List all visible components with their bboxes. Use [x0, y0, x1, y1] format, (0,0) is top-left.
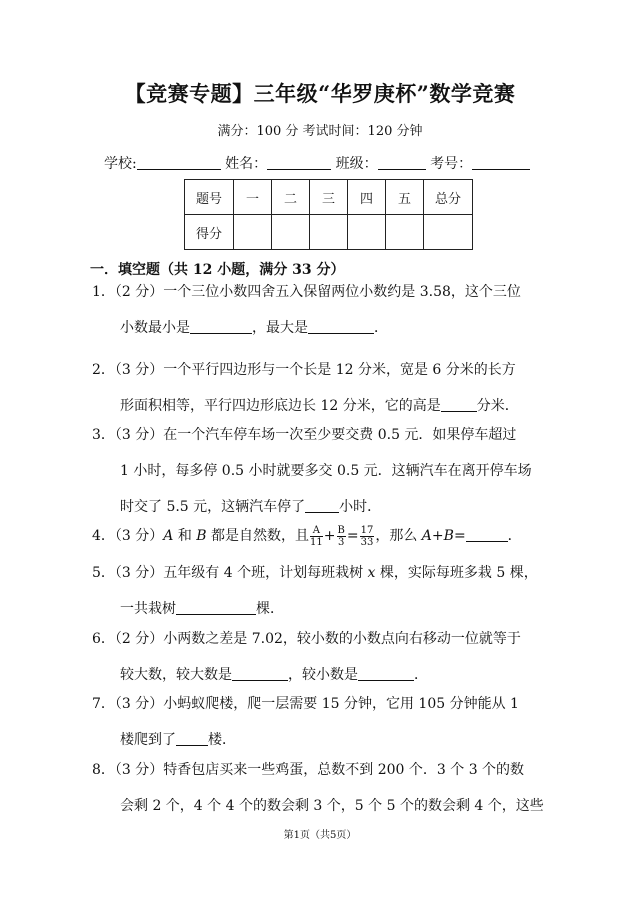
fraction-b-over-3 — [337, 525, 346, 548]
score-cell[interactable] — [234, 215, 272, 250]
score-header-cell: 三 — [310, 180, 348, 215]
question-text-part: 时交了 5.5 元，这辆汽车停了 — [120, 499, 306, 515]
variable-a: A — [163, 528, 174, 544]
question-text-part: ． — [374, 320, 388, 336]
answer-blank[interactable] — [308, 319, 374, 334]
school-blank[interactable] — [137, 155, 221, 170]
exam-subtitle: 满分：100 分 考试时间：120 分钟 — [217, 124, 423, 139]
question-text — [92, 555, 552, 591]
question-5 — [92, 555, 552, 627]
question-text — [92, 310, 552, 346]
fraction-denominator: 11 — [310, 536, 323, 548]
answer-blank[interactable] — [190, 319, 252, 334]
question-text-part: 和 — [173, 528, 197, 544]
class-blank[interactable] — [378, 155, 426, 170]
question-text-part: 分米． — [476, 398, 519, 414]
question-2 — [92, 352, 552, 424]
score-cell[interactable] — [386, 215, 424, 250]
question-6 — [92, 621, 552, 693]
expression-a-plus-b: A+B — [421, 528, 454, 544]
question-text: 1 小时，每多停 0.5 小时就要多交 0.5 元．这辆汽车在离开停车场 — [120, 463, 532, 479]
score-header-cell: 五 — [386, 180, 424, 215]
question-text: 7．（3 分）小蚂蚁爬楼，爬一层需要 15 分钟，它用 105 分钟能从 1 — [92, 696, 519, 712]
score-header-cell: 一 — [234, 180, 272, 215]
question-text-part: 小数最小是 — [120, 320, 190, 336]
plus-sign: + — [323, 528, 336, 544]
question-text-part: 楼． — [208, 732, 236, 748]
question-text-part: 小时． — [339, 499, 382, 515]
name-blank[interactable] — [267, 155, 331, 170]
question-text-part: 都是自然数，且 — [206, 528, 310, 544]
question-text-part: 棵． — [256, 601, 284, 617]
answer-blank[interactable] — [466, 527, 508, 542]
fraction-denominator: 3 — [338, 536, 345, 548]
score-header-cell: 题号 — [185, 180, 234, 215]
answer-blank[interactable] — [441, 397, 477, 412]
fraction-numerator: B — [337, 524, 345, 536]
score-header-cell: 四 — [348, 180, 386, 215]
question-text-part: 4．（3 分） — [92, 528, 164, 544]
fraction-numerator: 17 — [360, 524, 374, 536]
score-cell[interactable] — [310, 215, 348, 250]
score-cell[interactable] — [272, 215, 310, 250]
score-table — [184, 179, 473, 250]
answer-blank[interactable] — [305, 498, 339, 513]
name-label: 姓名： — [225, 156, 268, 172]
score-cell[interactable] — [348, 215, 386, 250]
question-text-part: ，最大是 — [252, 320, 308, 336]
fraction-17-over-33 — [360, 525, 375, 548]
score-header-cell: 二 — [272, 180, 310, 215]
question-text-part: ． — [507, 528, 522, 544]
equals-sign: = — [346, 528, 359, 544]
question-1 — [92, 274, 552, 346]
question-text: 会剩 2 个，4 个 4 个的数会剩 3 个，5 个 5 个的数会剩 4 个，这些 — [120, 798, 544, 814]
question-7 — [92, 686, 552, 758]
question-text-part: 棵，实际每班多栽 5 棵， — [375, 565, 538, 581]
question-text: 6．（2 分）小两数之差是 7.02，较小数的小数点向右移动一位就等于 — [92, 631, 521, 647]
page-footer: 第1页（共5页） — [283, 830, 357, 841]
variable-b: B — [196, 528, 207, 544]
question-3 — [92, 417, 552, 525]
fraction-denominator: 33 — [360, 536, 374, 548]
variable-x: x — [367, 565, 376, 581]
score-table-header-row — [185, 180, 473, 215]
exam-no-blank[interactable] — [472, 155, 530, 170]
score-row-label: 得分 — [185, 215, 234, 250]
school-label: 学校: — [104, 156, 137, 172]
section-title: 一．填空题（共 12 小题，满分 33 分） — [90, 262, 345, 278]
question-text: 2．（3 分）一个平行四边形与一个长是 12 分米，宽是 6 分米的长方 — [92, 362, 516, 378]
question-text: 3．（3 分）在一个汽车停车场一次至少要交费 0.5 元．如果停车超过 — [92, 427, 517, 443]
class-label: 班级： — [335, 156, 378, 172]
exam-no-label: 考号： — [430, 156, 473, 172]
question-text-part: 5．（3 分）五年级有 4 个班，计划每班栽树 — [92, 565, 368, 581]
answer-blank[interactable] — [358, 666, 414, 681]
score-cell[interactable] — [424, 215, 473, 250]
answer-blank[interactable] — [176, 600, 256, 615]
page-title: 【竞赛专题】三年级“华罗庚杯”数学竞赛 — [124, 81, 516, 106]
question-text: 1．（2 分）一个三位小数四舍五入保留两位小数约是 3.58，这个三位 — [92, 284, 521, 300]
question-text-part: ． — [414, 667, 428, 683]
question-text-part: ，那么 — [375, 528, 422, 544]
question-8 — [92, 752, 552, 824]
question-text-part: 一共栽树 — [120, 601, 176, 617]
answer-blank[interactable] — [176, 731, 208, 746]
question-text-part: 较大数，较大数是 — [120, 667, 232, 683]
equals-sign: = — [453, 528, 466, 544]
answer-blank[interactable] — [232, 666, 288, 681]
question-text-part: 形面积相等，平行四边形底边长 12 分米，它的高是 — [120, 398, 441, 414]
fraction-a-over-11 — [310, 525, 323, 548]
student-info-line — [104, 153, 530, 173]
score-header-cell: 总分 — [424, 180, 473, 215]
question-4 — [92, 518, 552, 554]
question-text-part: 楼爬到了 — [120, 732, 176, 748]
fraction-numerator: A — [310, 525, 323, 537]
question-text — [92, 518, 552, 554]
question-text-part: ，较小数是 — [288, 667, 358, 683]
score-table-score-row — [185, 215, 473, 250]
question-text: 8．（3 分）特香包店买来一些鸡蛋，总数不到 200 个．3 个 3 个的数 — [92, 762, 525, 778]
